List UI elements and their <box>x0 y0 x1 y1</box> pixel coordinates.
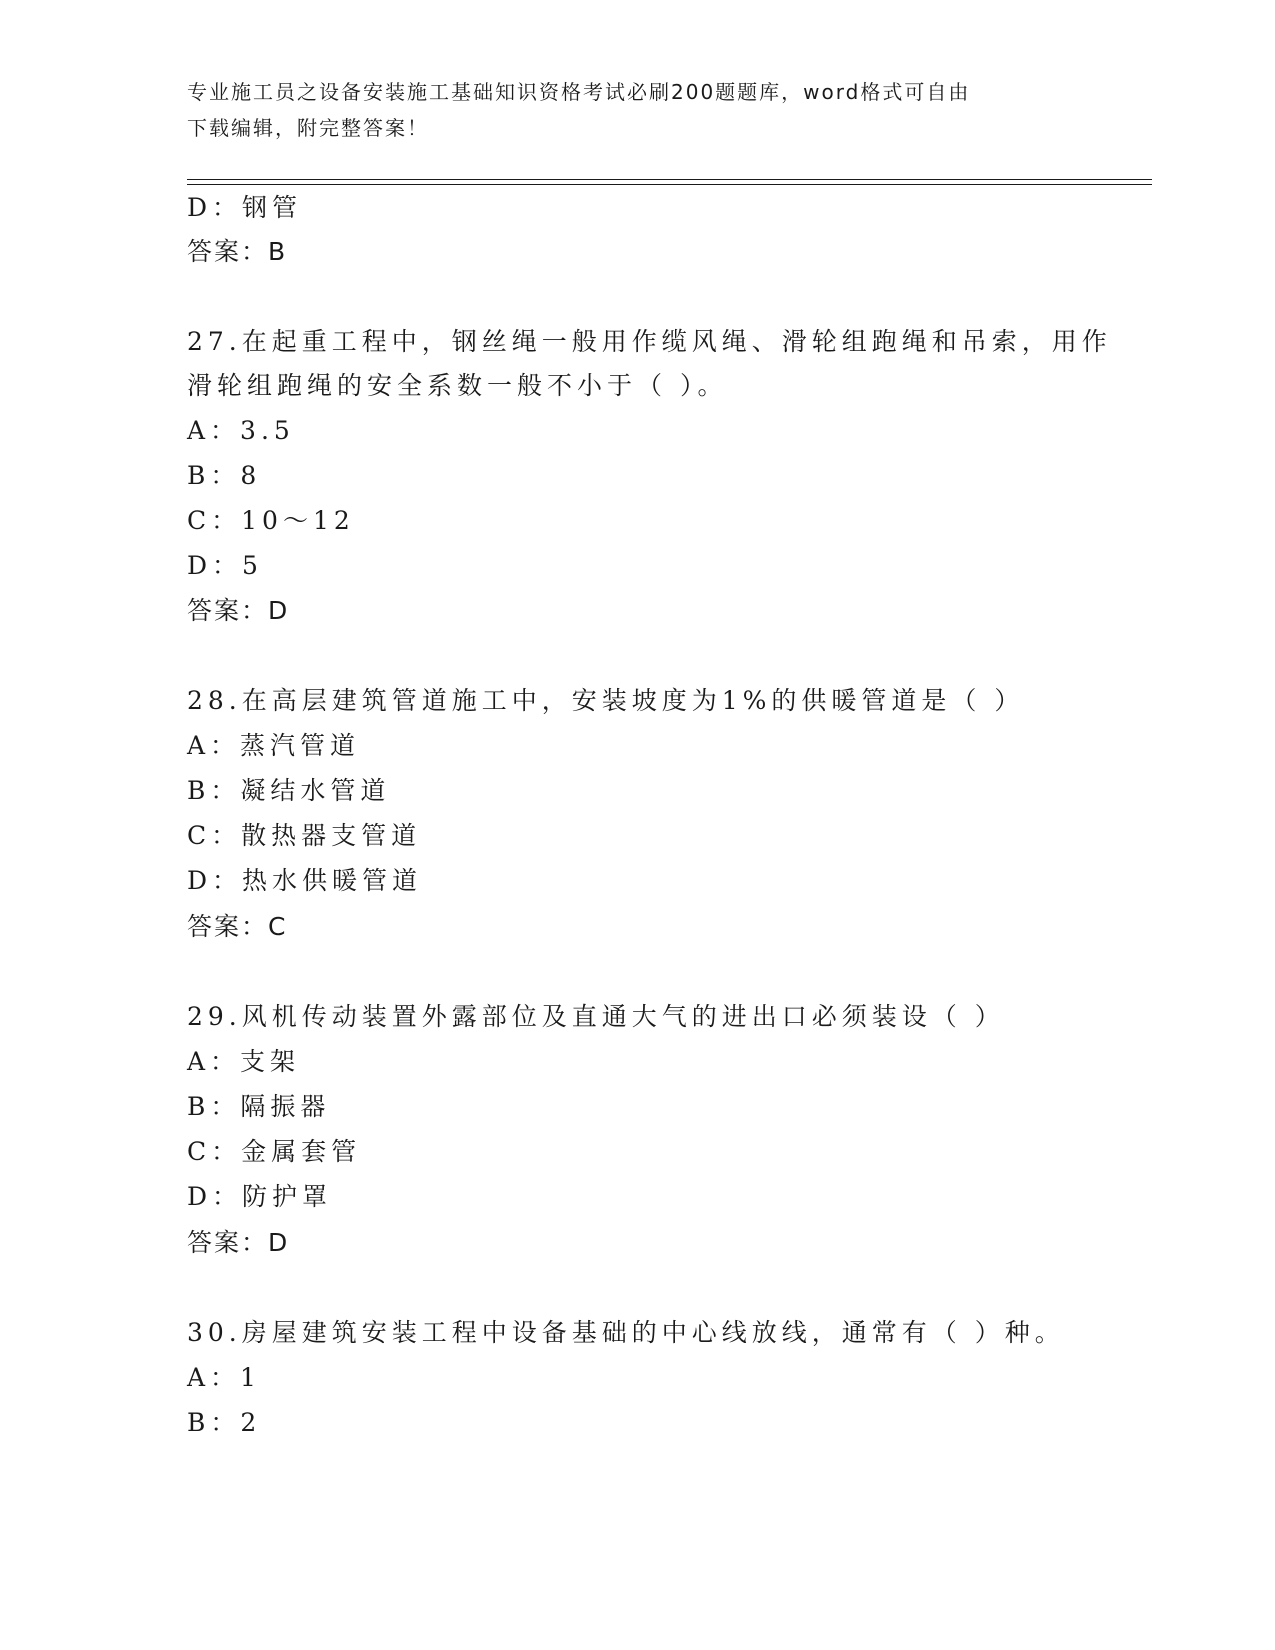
q26-answer: 答案：B <box>187 237 288 266</box>
q27-answer: 答案：D <box>187 596 290 625</box>
header-line-1: 专业施工员之设备安装施工基础知识资格考试必刷200题题库，word格式可自由 <box>187 80 971 104</box>
q29-answer: 答案：D <box>187 1228 290 1257</box>
q27-option-a: A：3.5 <box>187 416 295 445</box>
q27-stem-line-1: 27.在起重工程中，钢丝绳一般用作缆风绳、滑轮组跑绳和吊索，用作 <box>187 327 1112 356</box>
header-line-2: 下载编辑，附完整答案！ <box>187 116 429 140</box>
q27-stem-line-2: 滑轮组跑绳的安全系数一般不小于（ ）。 <box>187 371 728 400</box>
q29-option-a: A：支架 <box>187 1047 301 1076</box>
q30-option-b: B：2 <box>187 1408 262 1437</box>
header-divider-top <box>187 179 1152 180</box>
q29-option-c: C：金属套管 <box>187 1137 362 1166</box>
q30-option-a: A：1 <box>187 1363 261 1392</box>
q30-stem: 30.房屋建筑安装工程中设备基础的中心线放线，通常有（ ）种。 <box>187 1318 1065 1347</box>
q28-option-a: A：蒸汽管道 <box>187 731 361 760</box>
q28-answer: 答案：C <box>187 912 288 941</box>
q27-option-d: D：5 <box>187 551 263 580</box>
header-divider-bottom <box>187 184 1152 185</box>
q29-option-b: B：隔振器 <box>187 1092 331 1121</box>
q26-option-d: D：钢管 <box>187 193 303 222</box>
q28-option-c: C：散热器支管道 <box>187 821 422 850</box>
q29-stem: 29.风机传动装置外露部位及直通大气的进出口必须装设（ ） <box>187 1002 1005 1031</box>
q27-option-c: C：10～12 <box>187 506 355 535</box>
q29-option-d: D：防护罩 <box>187 1182 333 1211</box>
q27-option-b: B：8 <box>187 461 262 490</box>
q28-option-b: B：凝结水管道 <box>187 776 391 805</box>
q28-stem: 28.在高层建筑管道施工中，安装坡度为1%的供暖管道是（ ） <box>187 686 1025 715</box>
q28-option-d: D：热水供暖管道 <box>187 866 423 895</box>
document-header <box>187 74 1087 146</box>
